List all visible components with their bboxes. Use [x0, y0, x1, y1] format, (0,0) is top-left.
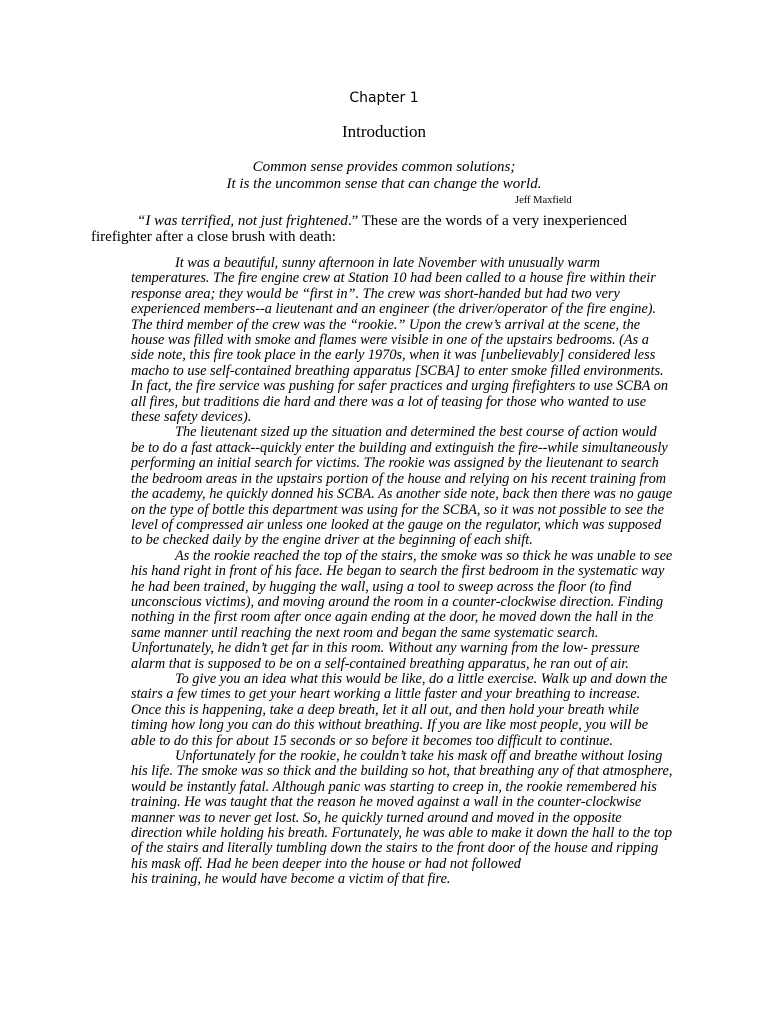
story-paragraph: As the rookie reached the top of the stairs, the smoke was so thick he was unable to see his hand right in front of his face. He began to search the first bedroom in the systematic way he had been trained, by hugging the wall, using a tool to sweep across the floor (to find unconscious victims), and moving around the room in a counter-clockwise direction. Finding nothing in the first room after once again ending at the door, he moved down the hall in the same manner until reaching the next room and began the same systematic search. Unfortunately, he didn’t get far in this room. Without any warning from the low- pressure alarm that is supposed to be on a self-contained breathing apparatus, he ran out of air. [131, 547, 673, 672]
lead-paragraph [91, 213, 651, 245]
epigraph-attribution: Jeff Maxfield [515, 195, 572, 206]
story-block [131, 256, 673, 888]
lead-quote-rest: .” These are the words of a very inexperienced [347, 213, 628, 229]
story-paragraph: The lieutenant sized up the situation and determined the best course of action would be to do a fast attack--quickly enter the building and extinguish the fire--while simultaneously performing an initial search for victims. The rookie was assigned by the lieutenant to search the bedroom areas in the upstairs portion of the house and relying on his recent training from the academy, he quickly donned his SCBA. As another side note, back then there was no gauge on the type of bottle this department was using for the SCBA, so it was not possible to see the level of compressed air unless one looked at the gauge on the regulator, which was supposed to be checked daily by the engine driver at the beginning of each shift. [131, 424, 673, 549]
story-last-line: his training, he would have become a victim of that fire. [131, 871, 451, 888]
story-paragraph: It was a beautiful, sunny afternoon in late November with unusually warm temperatures. The fire engine crew at Station 10 had been called to a house fire within their response area; they would be “first in”. The crew was short-handed but had two very experienced members--a lieutenant and an engineer (the driver/operator of the fire engine). The third member of the crew was the “rookie.” Upon the crew’s arrival at the scene, the house was filled with smoke and flames were visible in one of the upstairs bedrooms. (As a side note, this fire took place in the early 1970s, when it was [unbelievably] considered less macho to use self-contained breathing apparatus [SCBA] to enter smoke filled environments. In fact, the fire service was pushing for safer practices and urging firefighters to use SCBA on all fires, but traditions die hard and there was a lot of teasing for those who wanted to use these safety devices). [131, 255, 669, 426]
page-title: Introduction [341, 122, 427, 141]
story-paragraph: Unfortunately for the rookie, he couldn’t take his mask off and breathe without losing his life. The smoke was so thick and the building so hot, that breathing any of that atmosphere, would be instantly fatal. Although panic was starting to creep in, the rookie remembered his training. He was taught that the reason he moved against a wall in the counter-clockwise manner was to never get lost. So, he quickly turned around and moved in the opposite direction while holding his breath. Fortunately, he was able to make it down the hall to the top of the stairs and literally tumbling down the stairs to the front door of the house and ripping his mask off. Had he been deeper into the house or had not followed [131, 748, 673, 872]
lead-line-2: firefighter after a close brush with death: [91, 229, 336, 245]
chapter-label: Chapter 1 [349, 90, 419, 106]
story-paragraph: To give you an idea what this would be like, do a little exercise. Walk up and down the stairs a few times to get your heart working a little faster and your breathing to increase. Once this is happening, take a deep breath, let it all out, and then hold your breath while timing how long you can do this without breathing. If you are like most people, you will be able to do this for about 15 seconds or so before it becomes too difficult to continue. [131, 670, 668, 749]
epigraph-line-1: Common sense provides common solutions; [252, 159, 516, 175]
epigraph-line-2: It is the uncommon sense that can change the world. [226, 176, 542, 192]
epigraph [0, 159, 768, 193]
lead-line-1 [91, 213, 651, 229]
lead-quote: “I was terrified, not just frightened [137, 213, 348, 229]
